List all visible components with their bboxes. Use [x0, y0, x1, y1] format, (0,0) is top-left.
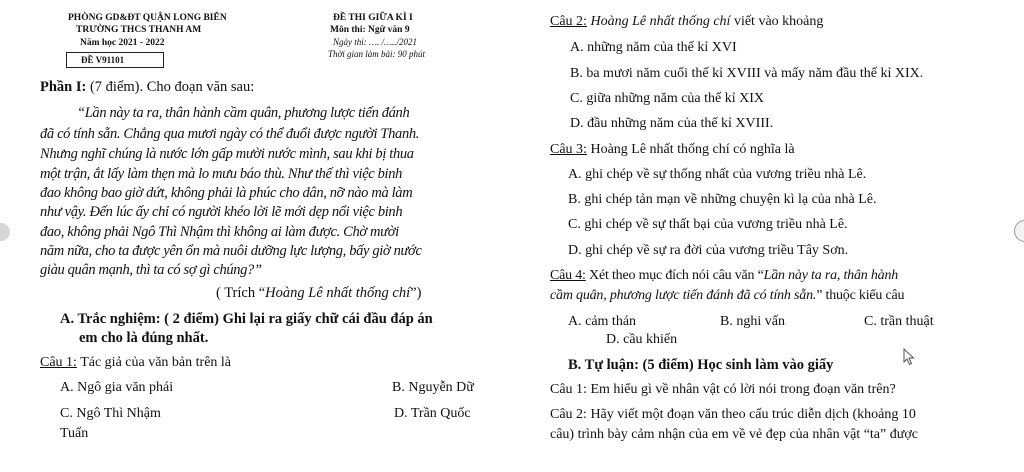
school-name: TRƯỜNG THCS THANH AM: [76, 25, 202, 35]
q3-option-c: C. ghi chép về sự thất bại của vương triều nhà Lê.: [568, 217, 848, 232]
q4-option-a: A. cảm thán: [568, 314, 637, 329]
passage-line-6: như vậy. Đến lúc ấy chỉ có người khéo lời lẽ mới dẹp nổi việc binh: [40, 204, 403, 220]
q1-option-d: D. Trần Quốc: [394, 406, 471, 421]
essay-question-2-cont: câu) trình bày cảm nhận của em về vẻ đẹp của nhân vật “ta” được: [550, 427, 918, 442]
exam-subject: Môn thi: Ngữ văn 9: [330, 25, 410, 35]
source-title: Hoàng Lê nhất thống chí: [265, 285, 411, 301]
question-4-label: Câu 4:: [550, 268, 586, 283]
school-year: Năm học 2021 - 2022: [80, 38, 165, 48]
passage-line-8: năm nữa, cho ta được yên ổn mà nuôi dưỡng lực lượng, bấy giờ nước: [40, 243, 422, 259]
passage-line-3: Nhưng nghĩ chúng là nước lớn gấp mười nước mình, sau khi bị thua: [40, 146, 414, 162]
q4-option-c: C. trần thuật: [864, 314, 934, 329]
question-4: [550, 268, 898, 284]
essay-question-1: Câu 1: Em hiểu gì về nhân vật có lời nói trong đoạn văn trên?: [550, 382, 896, 397]
question-1-label: Câu 1:: [40, 355, 77, 370]
exam-date: Ngày thi: …. /…../2021: [333, 37, 418, 47]
passage-line-1: “Lần này ta ra, thân hành cầm quân, phương lược tiến đánh: [77, 105, 410, 121]
exam-duration: Thời gian làm bài: 90 phút: [328, 49, 426, 59]
question-4-text: Xét theo mục đích nói câu văn “: [585, 268, 764, 283]
exam-title: ĐỀ THI GIỮA KÌ I: [333, 13, 413, 23]
q2-option-b: B. ba mươi năm cuối thế kỉ XVIII và mấy năm đầu thế kỉ XIX.: [570, 66, 924, 81]
question-2-title: Hoàng Lê nhất thống chí: [586, 14, 731, 29]
q3-option-a: A. ghi chép về sự thống nhất của vương triều nhà Lê.: [568, 167, 867, 182]
question-2: [550, 14, 823, 30]
section-a-heading: A. Trắc nghiệm: ( 2 điểm) Ghi lại ra giấy chữ cái đầu đáp án: [60, 311, 433, 327]
essay-question-2: Câu 2: Hãy viết một đoạn văn theo cấu trúc diễn dịch (khoảng 10: [550, 407, 916, 422]
question-1-text: Tác giả của văn bản trên là: [76, 355, 232, 370]
q1-option-d-cont: Tuấn: [60, 426, 89, 441]
question-2-label: Câu 2:: [550, 14, 587, 29]
mouse-cursor-icon: [903, 348, 915, 366]
next-page-button[interactable]: [1014, 220, 1024, 242]
passage-line-7: đao, không phải Ngô Thì Nhậm thì không ai làm được. Chờ mười: [40, 224, 399, 240]
source-suffix: ”): [410, 285, 422, 301]
section-a-heading-cont: em cho là đúng nhất.: [79, 330, 209, 346]
part1-heading: [40, 79, 254, 96]
exam-code-box: ĐỀ V91101: [66, 52, 164, 68]
previous-page-button[interactable]: [0, 223, 10, 241]
q3-option-b: B. ghi chép tản mạn về những chuyện kì lạ của nhà Lê.: [568, 192, 877, 207]
passage-line-4: một trận, ắt lấy làm thẹn mà lo mưu báo thù. Như thế thì việc binh: [40, 166, 403, 182]
q1-option-c: C. Ngô Thì Nhậm: [60, 406, 161, 421]
question-3-label: Câu 3:: [550, 142, 587, 157]
part1-instructions: (7 điểm). Cho đoạn văn sau:: [86, 79, 255, 95]
q4-option-d: D. cầu khiến: [606, 332, 678, 347]
q2-option-c: C. giữa những năm của thế kỉ XIX: [570, 91, 765, 106]
q3-option-d: D. ghi chép về sự ra đời của vương triều Tây Sơn.: [568, 243, 849, 258]
question-4-cont: [550, 288, 904, 304]
passage-line-9: giàu quân mạnh, thì ta có sợ gì chúng?”: [40, 262, 262, 278]
question-4-quote-1: Lần này ta ra, thân hành: [763, 268, 899, 283]
q1-option-a: A. Ngô gia văn phái: [60, 380, 174, 395]
passage-line-5: đao không bao giờ dứt, không phải là phúc cho dân, nỡ nào mà làm: [40, 185, 413, 201]
question-2-text: viết vào khoảng: [730, 14, 824, 29]
department-name: PHÒNG GD&ĐT QUẬN LONG BIÊN: [68, 13, 227, 23]
part1-label: Phần I:: [40, 79, 87, 95]
question-3-text: Hoàng Lê nhất thống chí có nghĩa là: [586, 142, 795, 157]
section-b-heading: B. Tự luận: (5 điểm) Học sinh làm vào giấy: [568, 357, 834, 373]
q1-option-b: B. Nguyễn Dữ: [392, 380, 474, 395]
question-4-end: ” thuộc kiểu câu: [816, 288, 905, 303]
question-4-quote-2: cầm quân, phương lược tiến đánh đã có tính sẵn.: [550, 288, 817, 303]
q4-option-b: B. nghi vấn: [720, 314, 785, 329]
question-1: [40, 355, 231, 371]
passage-line-2: đã có tính sẵn. Chẳng qua mươi ngày có thể đuổi được người Thanh.: [40, 126, 420, 142]
passage-source: [216, 285, 421, 302]
question-3: [550, 142, 795, 158]
source-prefix: ( Trích “: [216, 285, 266, 301]
q2-option-a: A. những năm của thế kỉ XVI: [570, 40, 737, 55]
q2-option-d: D. đầu những năm của thế kỉ XVIII.: [570, 116, 774, 131]
